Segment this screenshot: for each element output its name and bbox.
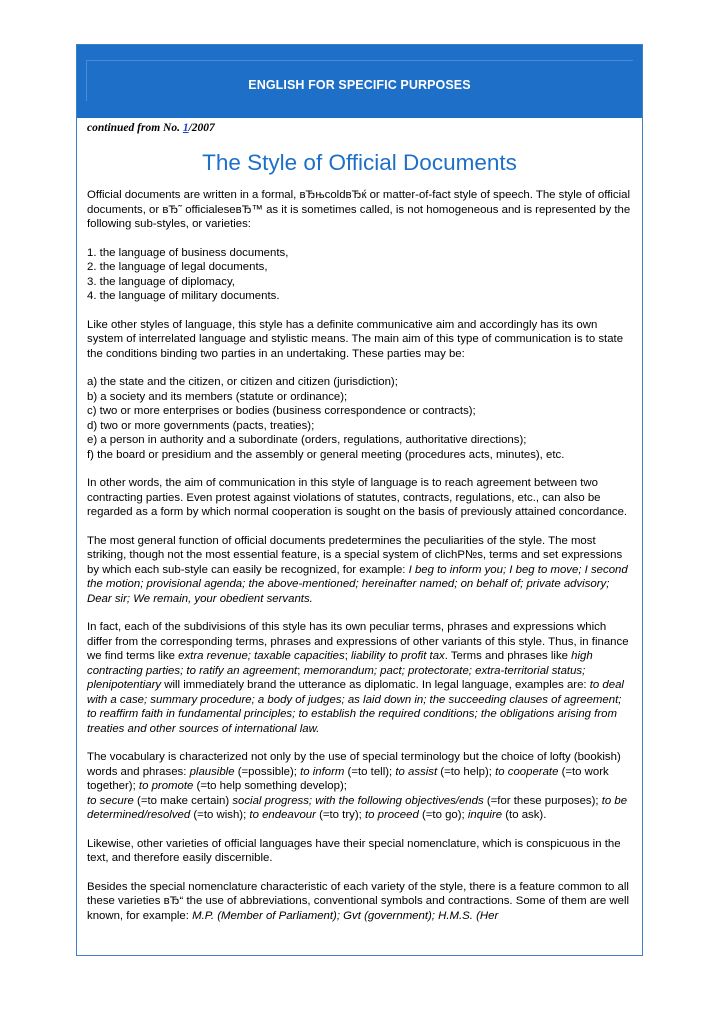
likewise-paragraph: Likewise, other varieties of official languages have their special nomenclature, which is conspicuous in the text, and therefore easily discernible. xyxy=(87,837,621,864)
paragraph-text: In fact, each of the subdivisions of this style has its own peculiar terms, phrases and expressions which differ from the corresponding terms, phrases and expressions of other variants of this style. Thus, in finance we find terms like xyxy=(87,621,629,662)
paragraph-text: will immediately brand the utterance as diplomatic. In legal language, examples are: xyxy=(161,679,590,691)
example-word: to cooperate xyxy=(495,765,559,778)
aim-paragraph: Like other styles of language, this style has a definite communicative aim and accordingly has its own system of interrelated language and stylistic means. The main aim of this type of communication is to state the conditions binding two parties in an undertaking. These parties may be: xyxy=(87,318,624,360)
list-item: 4. the language of military documents. xyxy=(87,290,280,302)
subdivisions-paragraph xyxy=(87,620,632,736)
continued-prefix: continued from No. xyxy=(87,122,183,134)
example-word: to promote xyxy=(138,780,194,792)
list-item: c) two or more enterprises or bodies (business correspondence or contracts); xyxy=(87,405,476,417)
paragraph-text: (=for these purposes); xyxy=(483,794,602,807)
paragraph-text: (=to try); xyxy=(315,809,365,821)
continued-note xyxy=(87,120,632,136)
article-title: The Style of Official Documents xyxy=(202,150,517,175)
substyles-list xyxy=(87,246,632,304)
section-banner xyxy=(77,45,642,118)
issue-link[interactable]: 1 xyxy=(182,122,189,134)
paragraph-text: (=to help); xyxy=(437,765,496,778)
example-word: to endeavour xyxy=(249,809,316,821)
paragraph-text: (=to work together); xyxy=(87,765,609,792)
list-item: f) the board or presidium and the assembly or general meeting (procedures acts, minutes), etc. xyxy=(87,448,565,461)
paragraph-text: The most general function of official documents predetermines the peculiarities of the style. The most striking, though not the most essential feature, is a special system of clichР№s, terms and set expressions by which each sub-style can easily be recognized, for example: xyxy=(87,534,623,576)
paragraph-text: (=to tell); xyxy=(344,765,396,778)
example-word: to inform xyxy=(300,765,345,778)
example-word: to secure xyxy=(87,794,134,807)
paragraph-text: The vocabulary is characterized not only by the use of special terminology but the choice of lofty (bookish) words and phrases: xyxy=(87,751,621,778)
example-word: plausible xyxy=(189,765,235,778)
example-phrases: memorandum; pact; protectorate; extra-territorial status; plenipotentiary xyxy=(87,664,586,691)
paragraph-text: (to ask). xyxy=(502,809,547,821)
paragraph-text: (=to make certain) xyxy=(133,794,233,807)
example-word: social progress; with the following objectives/ends xyxy=(232,794,484,807)
parties-list xyxy=(87,375,632,462)
paragraph-text: . Terms and phrases like xyxy=(444,650,572,662)
general-function-paragraph xyxy=(87,534,632,607)
vocabulary-paragraph xyxy=(87,750,632,823)
paragraph-text: ; xyxy=(344,650,352,662)
list-item: e) a person in authority and a subordinate (orders, regulations, authoritative directions); xyxy=(87,434,527,446)
example-phrases: I beg to inform you; I beg to move; I second the motion; provisional agenda; the above-mentioned; hereinafter named; on behalf of; private advisory; Dear sir; We remain, your obedient servants. xyxy=(87,563,628,605)
paragraph-text: Besides the special nomenclature characteristic of each variety of the style, there is a feature common to all these varieties вЂ“ the use of abbreviations, conventional symbols and contractions. Some of them are well known, for example: xyxy=(87,880,630,922)
list-item: d) two or more governments (pacts, treaties); xyxy=(87,419,315,432)
besides-paragraph xyxy=(87,880,632,924)
list-item: 1. the language of business documents, xyxy=(87,246,289,259)
paragraph-text: ; xyxy=(297,664,304,677)
example-phrases: liability to profit tax xyxy=(351,650,445,662)
article-content xyxy=(87,118,632,937)
paragraph-text: (=possible); xyxy=(234,765,301,778)
example-phrases: M.P. (Member of Parliament); Gvt (government); H.M.S. (Her xyxy=(192,909,499,922)
paragraph-text: (=to wish); xyxy=(190,809,250,821)
list-item: 3. the language of diplomacy, xyxy=(87,275,235,288)
example-word: inquire xyxy=(467,809,503,821)
example-word: to be determined/resolved xyxy=(87,794,628,821)
example-phrases: extra revenue; taxable capacities xyxy=(178,650,345,662)
paragraph-text: (=to go); xyxy=(418,809,468,821)
example-word: to proceed xyxy=(364,809,419,821)
example-word: to assist xyxy=(395,765,438,778)
continued-suffix: /2007 xyxy=(188,122,215,134)
other-words-paragraph: In other words, the aim of communication in this style of language is to reach agreement between two contracting parties. Even protest against violations of statutes, contracts, regulations, etc., can also be regarded as a form by which normal cooperation is sought on the basis of previously attained concordance. xyxy=(87,477,628,518)
section-title: ENGLISH FOR SPECIFIC PURPOSES xyxy=(248,78,471,92)
list-item: 2. the language of legal documents, xyxy=(87,261,268,273)
intro-paragraph: Official documents are written in a formal, вЂњcoldвЂќ or matter-of-fact style of speech. The style of official documents, or вЂ˜ officialeseвЂ™ as it is sometimes called, is not homogeneous and is represented by the following sub-styles, or varieties: xyxy=(87,189,631,230)
list-item: a) the state and the citizen, or citizen and citizen (jurisdiction); xyxy=(87,376,398,388)
page-frame xyxy=(76,44,643,956)
paragraph-text: (=to help something develop); xyxy=(193,780,347,792)
example-phrases: high contracting parties; to ratify an agreement xyxy=(87,650,593,677)
list-item: b) a society and its members (statute or ordinance); xyxy=(87,390,348,403)
example-phrases: to deal with a case; summary procedure; a body of judges; as laid down in; the succeeding clauses of agreement; to reaffirm faith in fundamental principles; to establish the required conditions; the obligations arising from treaties and other sources of international law. xyxy=(87,679,624,735)
